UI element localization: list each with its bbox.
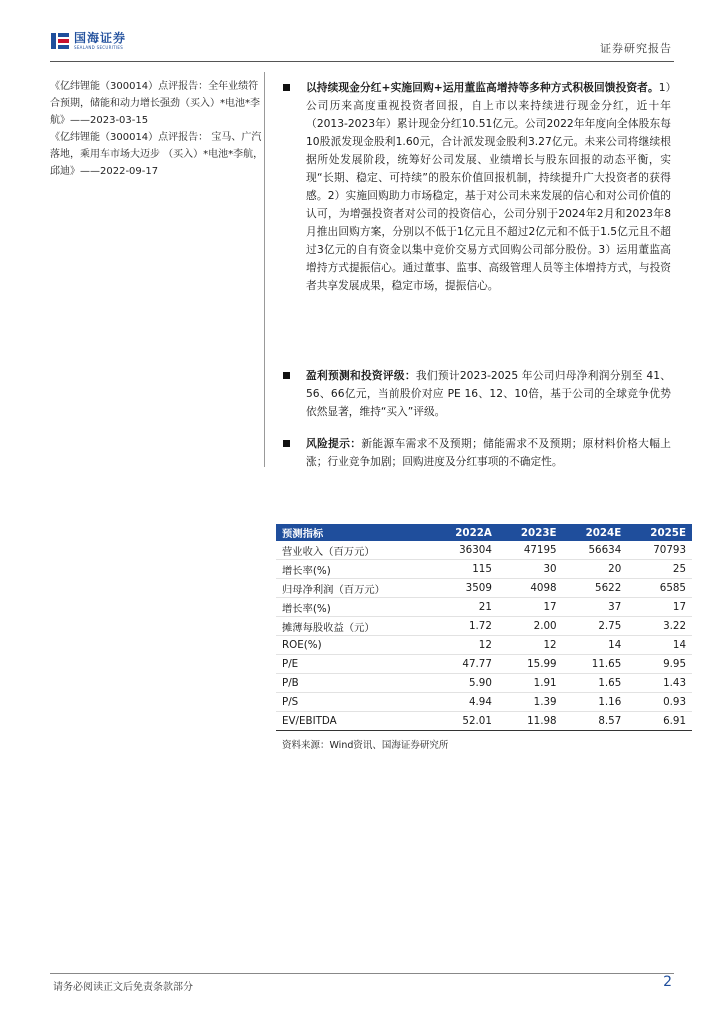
logo-icon bbox=[50, 31, 70, 51]
table-cell: 1.16 bbox=[598, 696, 622, 708]
table-cell: 2.00 bbox=[533, 620, 557, 632]
table-cell: 8.57 bbox=[598, 715, 622, 727]
table-cell: P/E bbox=[282, 658, 299, 670]
table-cell: 营业收入（百万元） bbox=[282, 545, 375, 558]
table-source-note: 资料来源：Wind资讯、国海证券研究所 bbox=[282, 740, 449, 751]
table-cell: 115 bbox=[472, 563, 492, 575]
section-lead: 盈利预测和投资评级： bbox=[306, 369, 416, 382]
bullet-square-icon bbox=[283, 372, 290, 379]
table-cell: 0.93 bbox=[663, 696, 686, 708]
main-content bbox=[283, 79, 671, 471]
table-cell: 17 bbox=[672, 601, 686, 613]
table-cell: 1.43 bbox=[663, 677, 686, 689]
table-row bbox=[276, 541, 692, 560]
bullet-square-icon bbox=[283, 84, 290, 91]
table-row bbox=[276, 636, 692, 655]
table-cell: 14 bbox=[608, 639, 622, 651]
table-row bbox=[276, 598, 692, 617]
table-cell: 4.94 bbox=[468, 696, 492, 708]
page-number: 2 bbox=[663, 974, 672, 990]
table-cell: 11.65 bbox=[591, 658, 622, 670]
section-lead: 以持续现金分红+实施回购+运用董监高增持等多种方式积极回馈投资者。 bbox=[306, 81, 659, 94]
table-cell: 21 bbox=[478, 601, 492, 613]
table-cell: 5622 bbox=[595, 582, 622, 594]
table-header-cell: 预测指标 bbox=[276, 524, 432, 541]
table-cell: 1.39 bbox=[533, 696, 557, 708]
table-row bbox=[276, 579, 692, 598]
table-cell: 1.65 bbox=[598, 677, 622, 689]
table-cell: 增长率(%) bbox=[282, 564, 331, 577]
table-cell: 37 bbox=[608, 601, 622, 613]
table-cell: 20 bbox=[608, 563, 622, 575]
table-header-cell: 2024E bbox=[563, 524, 628, 541]
table-header-cell: 2023E bbox=[498, 524, 563, 541]
table-cell: 6.91 bbox=[663, 715, 686, 727]
table-cell: 11.98 bbox=[527, 715, 557, 727]
table-cell: 36304 bbox=[459, 544, 492, 556]
table-cell: 14 bbox=[672, 639, 686, 651]
table-cell: 12 bbox=[478, 639, 492, 651]
sidebar-divider bbox=[264, 72, 265, 467]
table-cell: 增长率(%) bbox=[282, 602, 331, 615]
table-cell: 12 bbox=[543, 639, 557, 651]
risk-warning-section bbox=[283, 435, 671, 471]
table-cell: 47.77 bbox=[462, 658, 492, 670]
table-cell: P/B bbox=[282, 677, 299, 689]
table-cell: 52.01 bbox=[462, 715, 492, 727]
table-cell: 摊薄每股收益（元） bbox=[282, 621, 375, 634]
table-cell: 3509 bbox=[465, 582, 492, 594]
related-report-2: 《亿纬锂能（300014）点评报告： 宝马、广汽落地，乘用车市场大迈步 （买入）*电池*李航，邱迪》——2022-09-17 bbox=[50, 132, 264, 177]
bullet-square-icon bbox=[283, 440, 290, 447]
table-cell: 70793 bbox=[653, 544, 686, 556]
report-type-title: 证券研究报告 bbox=[600, 42, 672, 55]
table-header-row bbox=[276, 524, 692, 541]
forecast-table bbox=[276, 524, 692, 731]
section-lead: 风险提示： bbox=[306, 437, 362, 450]
section-body: 1）公司历来高度重视投资者回报，自上市以来持续进行现金分红，近十年（2013-2023年）累计现金分红10.51亿元。公司2022年年度向全体股东每10股派发现金股利1.60元，合计派发现金股利3.27亿元。未来公司将继续根据所处发展阶段，统筹好公司发展、业绩增长与股东回报的动态平衡，实现“长期、稳定、可持续”的股东价值回报机制，持续提升广大投资者的获得感。2）实施回购助力市场稳定，基于对公司未来发展的信心和对公司价值的认可，为增强投资者对公司的投资信心，公司分别于2024年2月和2023年8月推出回购方案，分别以不低于1亿元且不超过2亿元和不低于1.5亿元且不超过3亿元的自有资金以集中竞价交易方式回购公司部分股份。3）运用董监高增持方式提振信心。通过董事、监事、高级管理人员等主体增持方式，与投资者共享发展成果，稳定市场，提振信心。 bbox=[306, 81, 671, 292]
table-row bbox=[276, 712, 692, 731]
earnings-forecast-section bbox=[283, 367, 671, 421]
shareholder-return-section bbox=[283, 79, 671, 351]
table-cell: 2.75 bbox=[598, 620, 622, 632]
table-cell: P/S bbox=[282, 696, 299, 708]
table-cell: 3.22 bbox=[663, 620, 686, 632]
table-cell: 归母净利润（百万元） bbox=[282, 583, 385, 596]
table-cell: 1.72 bbox=[468, 620, 492, 632]
table-row bbox=[276, 693, 692, 712]
logo-en-text: SEALAND SECURITIES bbox=[74, 45, 124, 50]
page-header bbox=[0, 0, 724, 60]
table-cell: 1.91 bbox=[533, 677, 557, 689]
footer-disclaimer: 请务必阅读正文后免责条款部分 bbox=[53, 982, 193, 993]
table-cell: 6585 bbox=[659, 582, 686, 594]
forecast-table-container bbox=[276, 524, 692, 751]
table-header-cell: 2022A bbox=[432, 524, 498, 541]
table-cell: ROE(%) bbox=[282, 639, 322, 651]
table-row bbox=[276, 617, 692, 636]
table-row bbox=[276, 674, 692, 693]
section-body: 我们预计2023-2025 年公司归母净利润分别至 41、56、66亿元，当前股价对应 PE 16、12、10倍，基于公司的全球竞争优势依然显著，维持“买入”评级。 bbox=[306, 369, 671, 418]
related-report-1: 《亿纬锂能（300014）点评报告：全年业绩符合预期，储能和动力增长强劲（买入）*电池*李航》——2023-03-15 bbox=[50, 81, 260, 126]
table-cell: 17 bbox=[543, 601, 557, 613]
table-cell: 30 bbox=[543, 563, 557, 575]
table-cell: EV/EBITDA bbox=[282, 715, 337, 727]
header-divider bbox=[50, 61, 674, 62]
logo-cn-text: 国海证券 bbox=[74, 31, 127, 45]
table-cell: 4098 bbox=[530, 582, 557, 594]
company-logo bbox=[50, 30, 130, 52]
table-row bbox=[276, 655, 692, 674]
section-body: 新能源车需求不及预期；储能需求不及预期；原材料价格大幅上涨；行业竞争加剧；回购进度及分红事项的不确定性。 bbox=[306, 437, 671, 468]
table-cell: 56634 bbox=[588, 544, 622, 556]
table-header-cell: 2025E bbox=[627, 524, 692, 541]
table-cell: 25 bbox=[672, 563, 686, 575]
footer-divider bbox=[50, 973, 674, 974]
table-row bbox=[276, 560, 692, 579]
related-reports-sidebar bbox=[50, 78, 264, 180]
table-cell: 5.90 bbox=[468, 677, 492, 689]
table-cell: 47195 bbox=[523, 544, 557, 556]
table-cell: 9.95 bbox=[663, 658, 686, 670]
table-cell: 15.99 bbox=[527, 658, 557, 670]
